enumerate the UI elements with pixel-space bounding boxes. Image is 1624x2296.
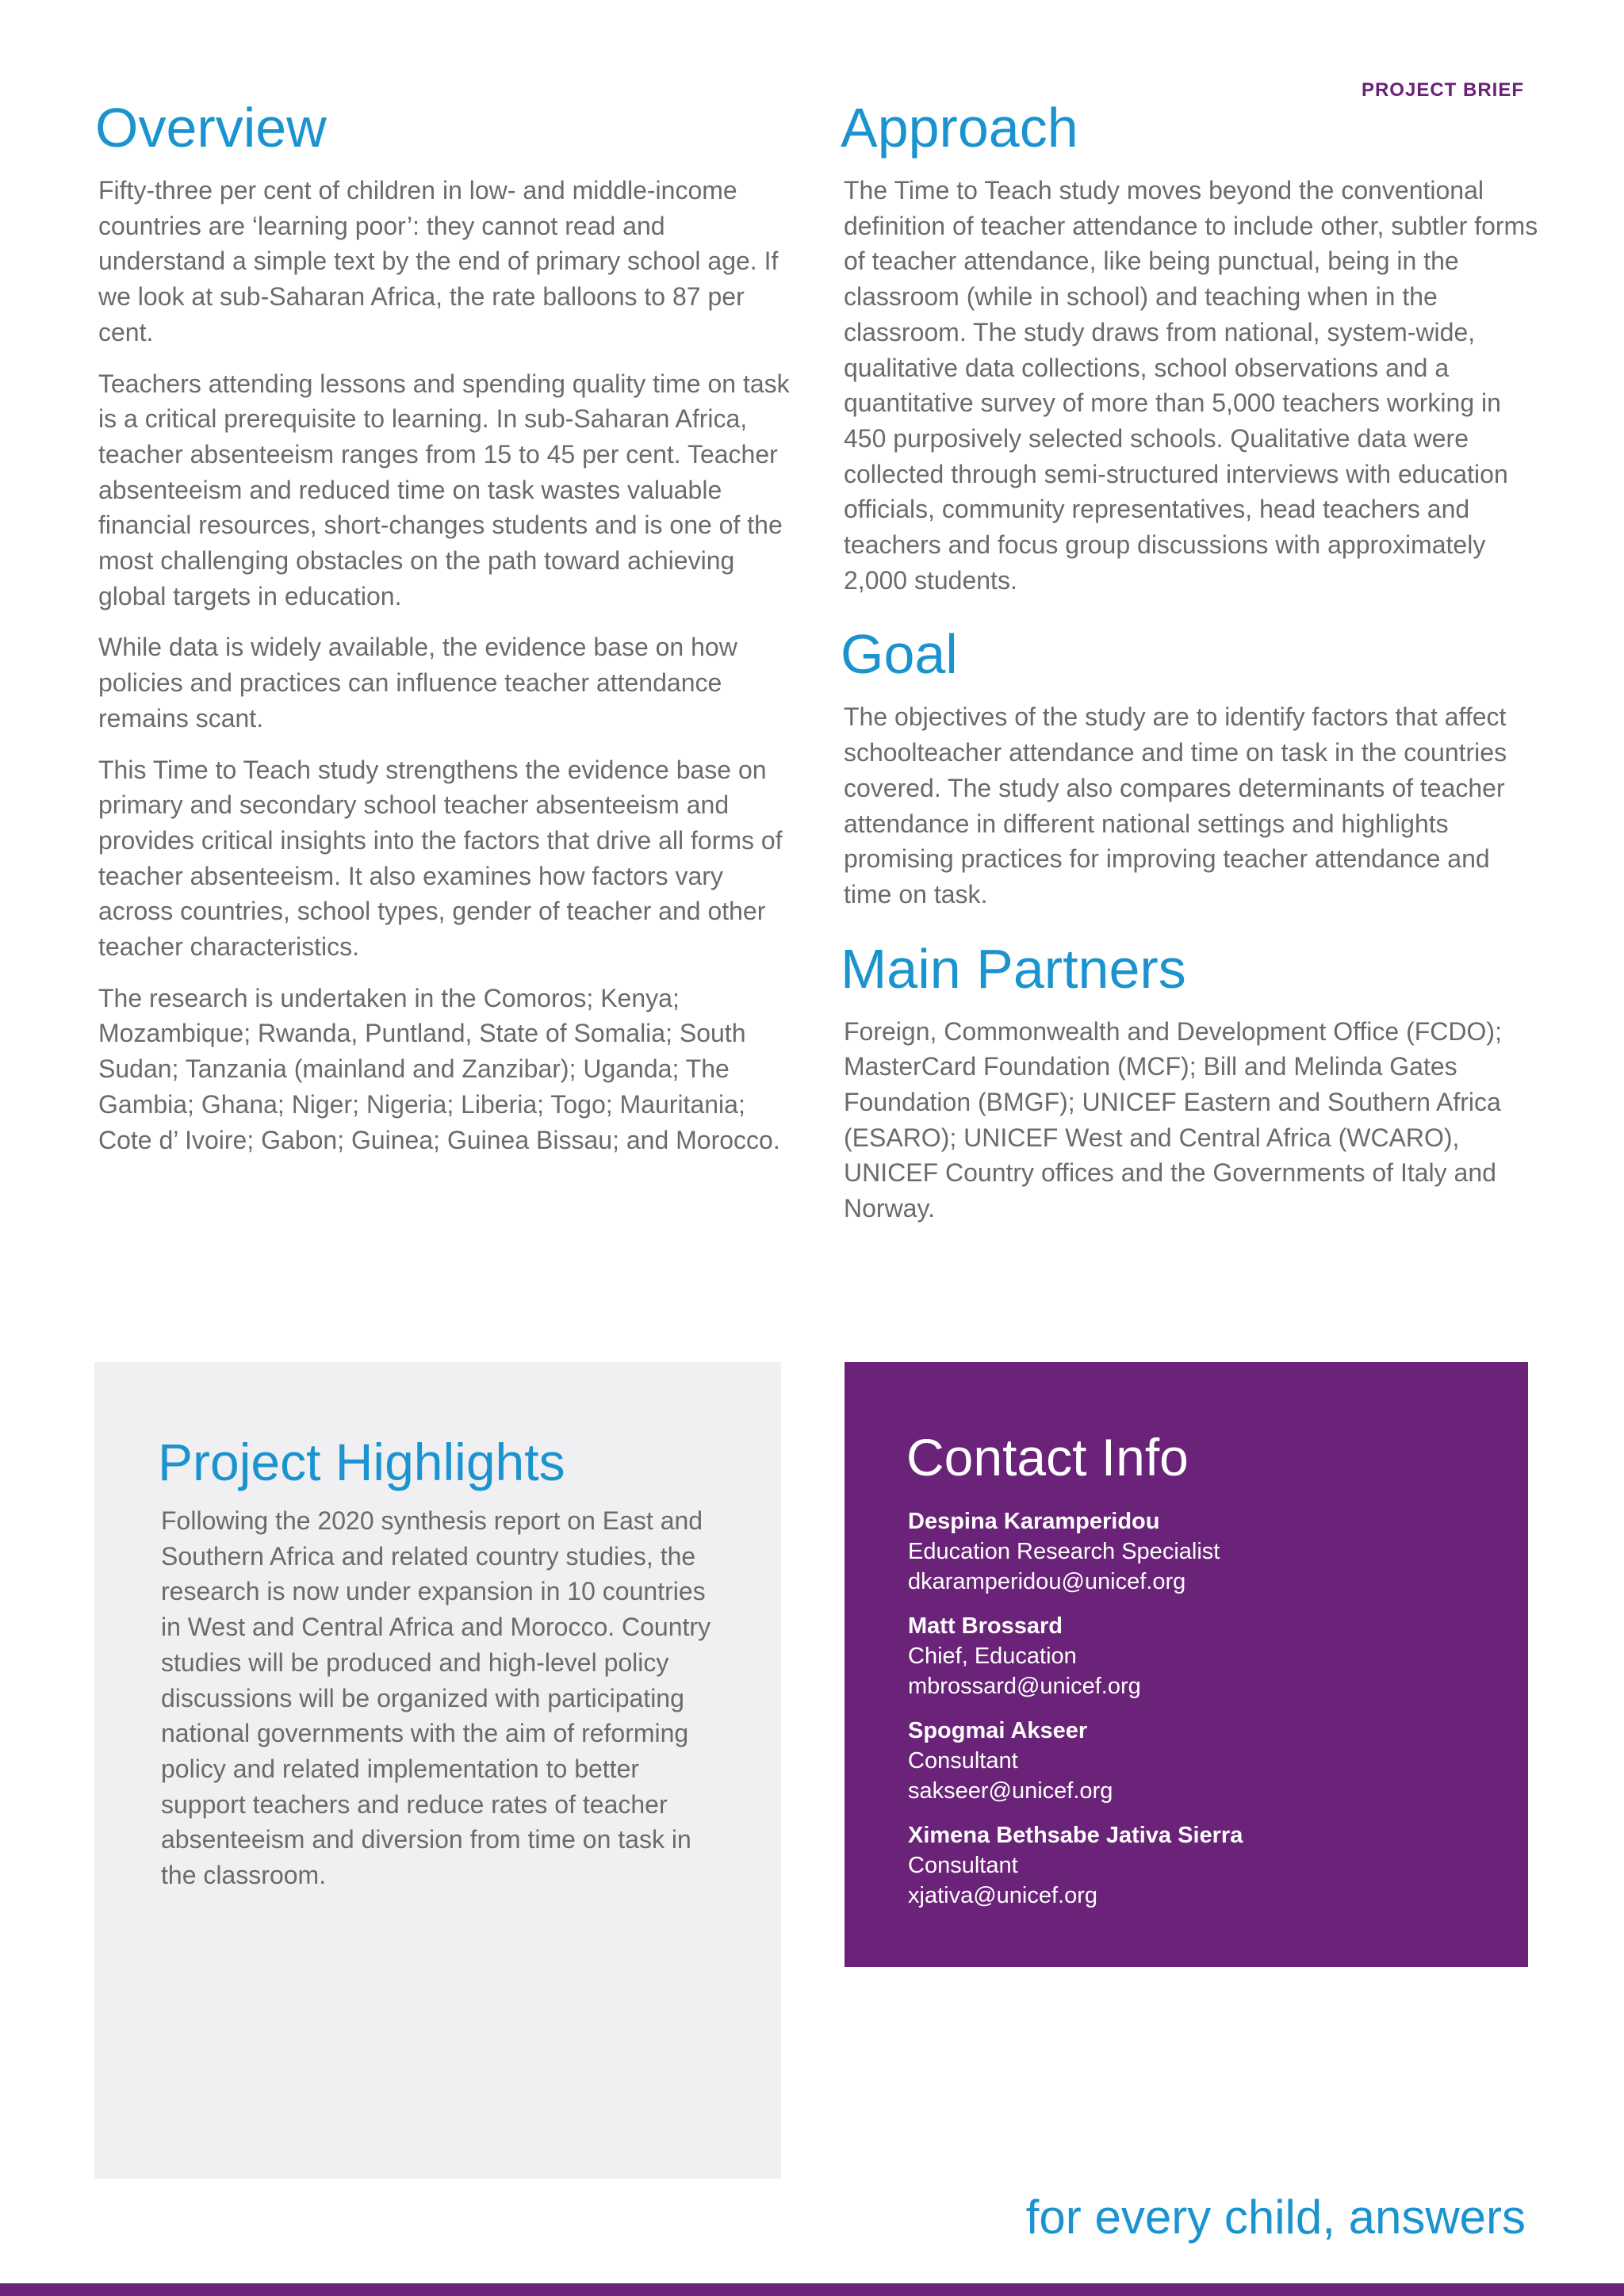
contact-person — [908, 1716, 1495, 1806]
contact-name: Matt Brossard — [908, 1613, 1063, 1639]
overview-paragraph: Fifty-three per cent of children in low- and middle-income countries are ‘learning poor’: they cannot read and understand a simple text by the end of primary school age. If we look at sub-Saharan Africa, the rate balloons to 87 per cent. — [98, 176, 779, 346]
contact-person — [908, 1506, 1495, 1597]
approach-heading: Approach — [841, 97, 1078, 159]
contact-info-panel — [845, 1362, 1528, 1967]
contact-role: Consultant — [908, 1748, 1018, 1774]
goal-heading: Goal — [841, 623, 958, 686]
approach-text: The Time to Teach study moves beyond the conventional definition of teacher attendance to include other, subtler forms of teacher attendance, like being punctual, being in the classroom (while in school) and teaching when in the classroom. The study draws from national, system-wide, qualitative data collections, school observations and a quantitative survey of more than 5,000 teachers working in 450 purposively selected schools. Qualitative data were collected through semi-structured interviews with education officials, community representatives, head teachers and teachers and focus group discussions with approximately 2,000 students. — [844, 176, 1538, 595]
project-highlights-text: Following the 2020 synthesis report on East and Southern Africa and related country studies, the research is now under expansion in 10 countries in West and Central Africa and Morocco. Country studies will be produced and high-level policy discussions will be organized with participating national governments with the aim of reforming policy and related implementation to better support teachers and reduce rates of teacher absenteeism and diversion from time on task in the classroom. — [161, 1506, 711, 1890]
contact-person — [908, 1611, 1495, 1701]
contact-info-heading: Contact Info — [906, 1428, 1189, 1487]
contact-name: Spogmai Akseer — [908, 1718, 1088, 1743]
contact-email-link[interactable]: dkaramperidou@unicef.org — [908, 1569, 1186, 1594]
contact-email-link[interactable]: sakseer@unicef.org — [908, 1778, 1113, 1804]
project-highlights-heading: Project Highlights — [158, 1433, 565, 1491]
main-partners-heading: Main Partners — [841, 937, 1186, 1000]
overview-paragraph: Teachers attending lessons and spending quality time on task is a critical prerequisite to learning. In sub-Saharan Africa, teacher absenteeism ranges from 15 to 45 per cent. Teacher absenteeism and reduced time on task wastes valuable financial resources, short-changes students and is one of the most challenging obstacles on the path toward achieving global targets in education. — [98, 369, 790, 610]
bottom-accent-bar — [0, 2283, 1624, 2296]
right-column — [841, 97, 1538, 1242]
contact-email-link[interactable]: mbrossard@unicef.org — [908, 1674, 1141, 1699]
contact-person — [908, 1820, 1495, 1911]
left-column — [95, 97, 793, 1173]
contact-role: Education Research Specialist — [908, 1539, 1220, 1564]
contact-list — [908, 1506, 1495, 1925]
overview-paragraph: The research is undertaken in the Comoros; Kenya; Mozambique; Rwanda, Puntland, State of Somalia; South Sudan; Tanzania (mainland and Zanzibar); Uganda; The Gambia; Ghana; Niger; Nigeria; Liberia; Togo; Mauritania; Cote d’ Ivoire; Gabon; Guinea; Guinea Bissau; and Morocco. — [98, 983, 780, 1154]
contact-role: Chief, Education — [908, 1644, 1077, 1669]
contact-email-link[interactable]: xjativa@unicef.org — [908, 1883, 1097, 1908]
project-highlights-panel — [94, 1362, 781, 2179]
main-partners-text: Foreign, Commonwealth and Development Office (FCDO); MasterCard Foundation (MCF); Bill and Melinda Gates Foundation (BMGF); UNICEF Eastern and Southern Africa (ESARO); UNICEF West and Central Africa (WCARO), UNICEF Country offices and the Governments of Italy and Norway. — [844, 1016, 1502, 1223]
contact-name: Despina Karamperidou — [908, 1509, 1160, 1534]
goal-text: The objectives of the study are to identify factors that affect schoolteacher attendance and time on task in the countries covered. The study also compares determinants of teacher attendance in different national settings and highlights promising practices for improving teacher attendance and time on task. — [844, 702, 1507, 909]
footer-tagline: for every child, answers — [1025, 2191, 1526, 2244]
overview-paragraph: This Time to Teach study strengthens the evidence base on primary and secondary school teacher absenteeism and provides critical insights into the factors that drive all forms of teacher absenteeism. It also examines how factors vary across countries, school types, gender of teacher and other teacher characteristics. — [98, 755, 783, 962]
overview-paragraph: While data is widely available, the evidence base on how policies and practices can influence teacher attendance remains scant. — [98, 633, 737, 733]
project-brief-label: PROJECT BRIEF — [1361, 79, 1524, 101]
contact-role: Consultant — [908, 1853, 1018, 1878]
overview-heading: Overview — [95, 97, 327, 159]
contact-name: Ximena Bethsabe Jativa Sierra — [908, 1823, 1243, 1848]
